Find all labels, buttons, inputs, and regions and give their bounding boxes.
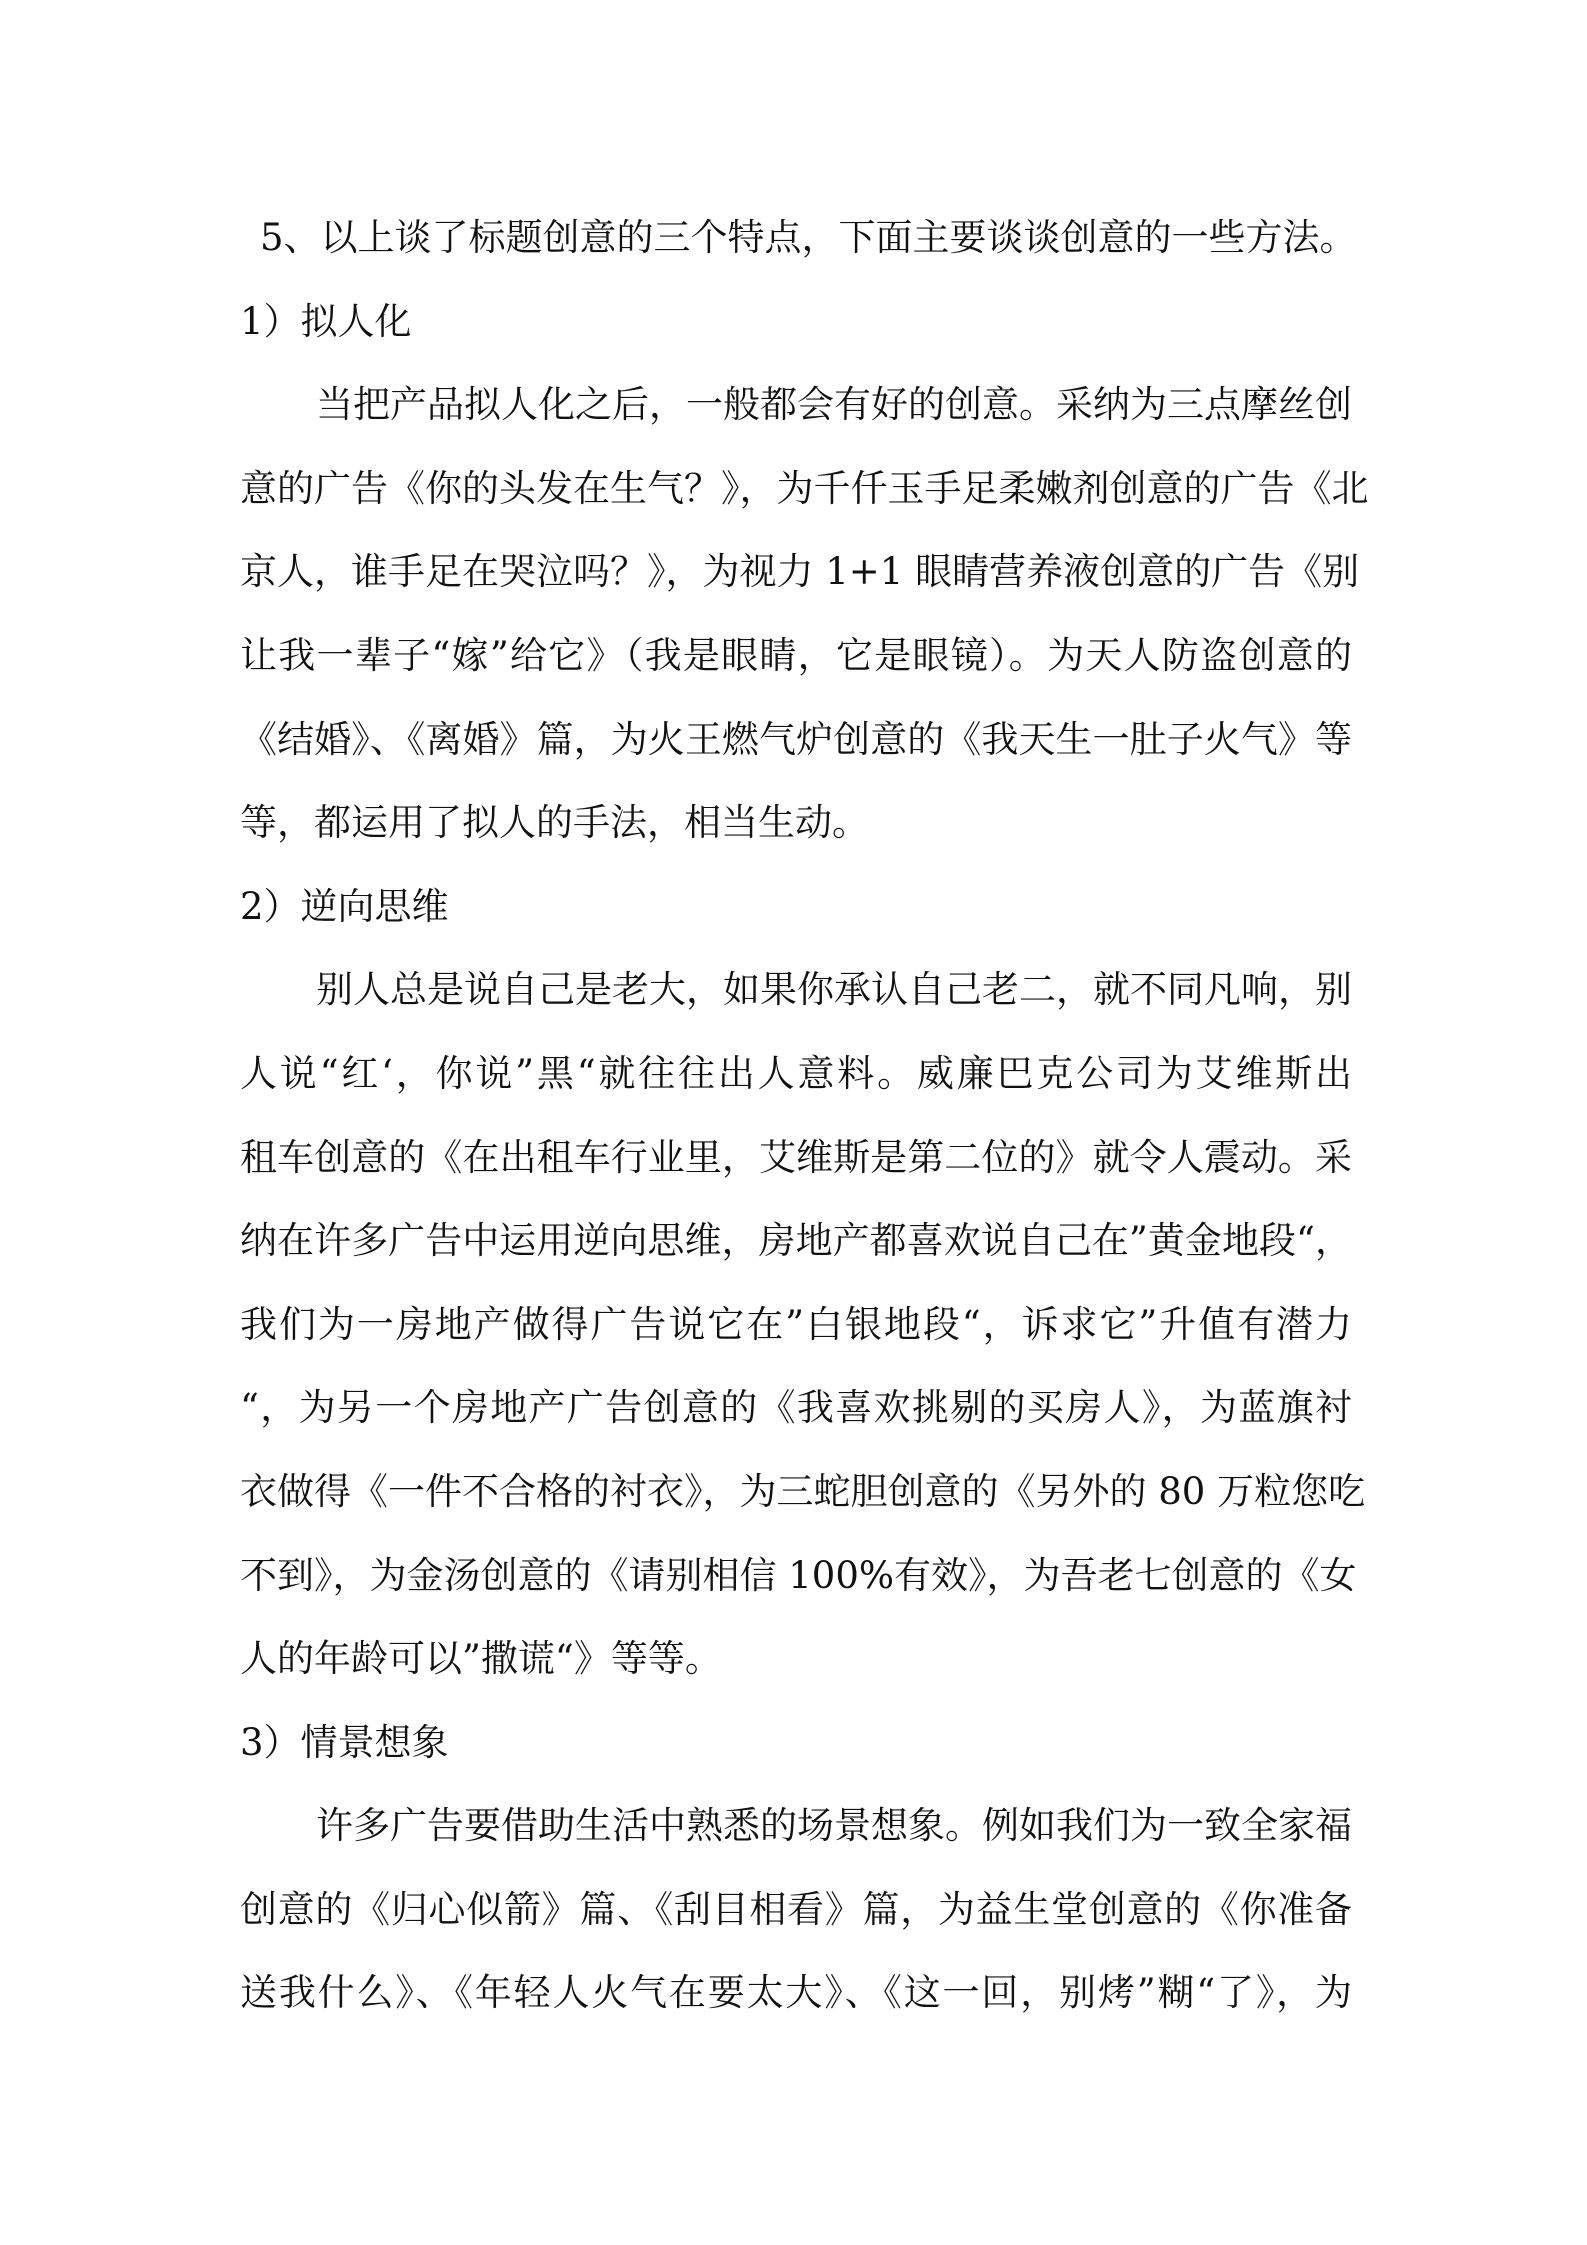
paragraph-line: 不到》，为金汤创意的《请别相信 100%有效》，为吾老七创意的《女 [240, 1553, 1357, 1597]
paragraph-line: 我们为一房地产做得广告说它在”白银地段“，诉求它”升值有潜力 [240, 1302, 1352, 1346]
paragraph-line: 纳在许多广告中运用逆向思维，房地产都喜欢说自己在”黄金地段“， [240, 1219, 1352, 1263]
section-heading-scene-imagination: 3）情景想象 [240, 1720, 449, 1764]
paragraph-line: 当把产品拟人化之后，一般都会有好的创意。采纳为三点摩丝创 [316, 383, 1352, 427]
paragraph-line: 人说“红‘，你说”黑“就往往出人意料。威廉巴克公司为艾维斯出 [240, 1051, 1352, 1095]
paragraph-line: 送我什么》、《年轻人火气在要太大》、《这一回，别烤”糊“了》，为 [240, 1971, 1352, 2015]
paragraph-line: 衣做得《一件不合格的衬衣》，为三蛇胆创意的《另外的 80 万粒您吃 [240, 1469, 1366, 1513]
paragraph-line: 让我一辈子“嫁”给它》（我是眼睛，它是眼镜）。为天人防盗创意的 [240, 633, 1352, 677]
section-heading-reverse-thinking: 2）逆向思维 [240, 884, 449, 928]
paragraph-line: 许多广告要借助生活中熟悉的场景想象。例如我们为一致全家福 [316, 1804, 1352, 1848]
paragraph-line: 等，都运用了拟人的手法，相当生动。 [240, 801, 869, 845]
paragraph-line: 创意的《归心似箭》篇、《刮目相看》篇，为益生堂创意的《你准备 [240, 1887, 1352, 1931]
paragraph-line: 人的年龄可以”撒谎“》等等。 [240, 1637, 722, 1681]
paragraph-line: 意的广告《你的头发在生气？》，为千仟玉手足柔嫩剂创意的广告《北 [240, 466, 1369, 510]
paragraph-line: 别人总是说自己是老大，如果你承认自己老二，就不同凡响，别 [316, 968, 1352, 1012]
paragraph-line: 《结婚》、《离婚》篇，为火王燃气炉创意的《我天生一肚子火气》等 [240, 717, 1352, 761]
section-heading-personification: 1）拟人化 [240, 299, 412, 343]
paragraph-line: 租车创意的《在出租车行业里，艾维斯是第二位的》就令人震动。采 [240, 1135, 1352, 1179]
paragraph-line: 京人，谁手足在哭泣吗？》，为视力 1+1 眼睛营养液创意的广告《别 [240, 550, 1360, 594]
paragraph-line: “，为另一个房地产广告创意的《我喜欢挑剔的买房人》，为蓝旗衬 [240, 1386, 1352, 1430]
intro-line: 5、以上谈了标题创意的三个特点，下面主要谈谈创意的一些方法。 [260, 216, 1357, 259]
document-body [240, 196, 1369, 2035]
